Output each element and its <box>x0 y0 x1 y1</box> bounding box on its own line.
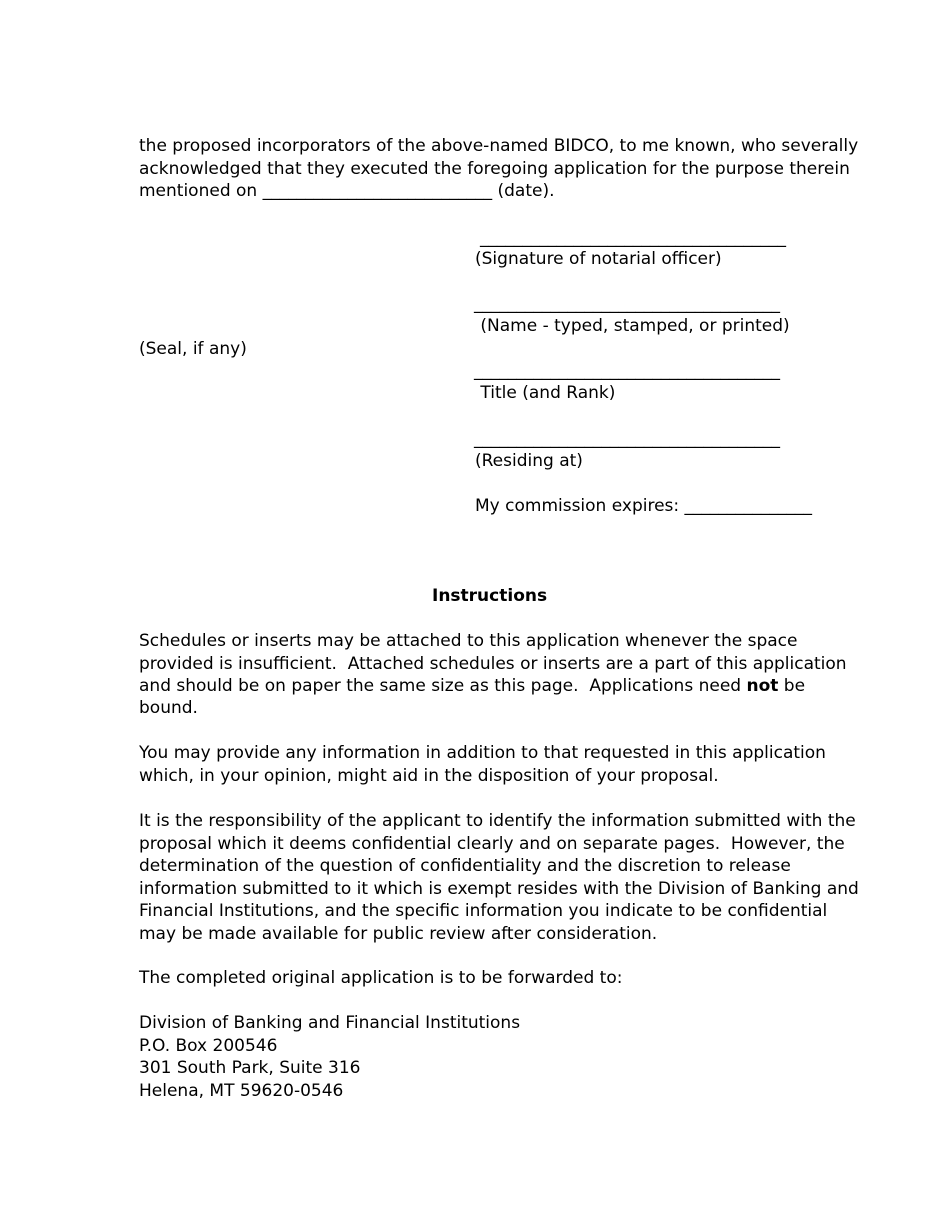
seal-label: (Seal, if any) <box>139 339 247 359</box>
instructions-p1-line-4: bound. <box>139 698 198 718</box>
p1-emphasis-not: not <box>746 676 779 696</box>
title-label: Title (and Rank) <box>475 383 616 403</box>
address-line-3: 301 South Park, Suite 316 <box>139 1058 361 1078</box>
instructions-p3-line-5: Financial Institutions, and the specific information you indicate to be confidential <box>139 901 828 921</box>
instructions-p3-line-1: It is the responsibility of the applicant to identify the information submitted with the <box>139 811 856 831</box>
instructions-p3-line-6: may be made available for public review after consideration. <box>139 923 658 944</box>
residing-label: (Residing at) <box>475 451 583 471</box>
address-line-4: Helena, MT 59620-0546 <box>139 1080 344 1101</box>
forward-note: The completed original application is to be forwarded to: <box>139 968 623 988</box>
instructions-p3-line-4: information submitted to it which is exempt resides with the Division of Banking and <box>139 878 859 899</box>
address-line-1: Division of Banking and Financial Institutions <box>139 1013 521 1033</box>
instructions-p1-line-2: provided is insufficient. Attached schedules or inserts are a part of this application <box>139 653 847 674</box>
intro-line-2: acknowledged that they executed the foregoing application for the purpose therein <box>139 158 850 179</box>
instructions-p2-line-1: You may provide any information in addition to that requested in this application <box>139 743 826 763</box>
name-label: (Name - typed, stamped, or printed) <box>475 316 790 336</box>
instructions-p3-line-2: proposal which it deems confidential clearly and on separate pages. However, the <box>139 833 845 854</box>
instructions-heading: Instructions <box>432 586 548 606</box>
name-line: ____________________________________ <box>474 294 780 314</box>
title-line: ____________________________________ <box>474 361 780 381</box>
signature-label: (Signature of notarial officer) <box>475 249 722 269</box>
signature-line: ____________________________________ <box>480 228 786 248</box>
instructions-p3-line-3: determination of the question of confidentiality and the discretion to release <box>139 856 791 876</box>
residing-line: ____________________________________ <box>474 429 780 449</box>
commission-expires: My commission expires: _______________ <box>475 496 813 516</box>
address-line-2: P.O. Box 200546 <box>139 1035 278 1056</box>
p1-line-3-text-before: and should be on paper the same size as this page. Applications need <box>139 676 747 696</box>
instructions-p1-line-1: Schedules or inserts may be attached to this application whenever the space <box>139 631 798 651</box>
intro-line-3-date-field: mentioned on ___________________________ (date). <box>139 181 555 201</box>
intro-line-1: the proposed incorporators of the above-named BIDCO, to me known, who severally <box>139 136 859 156</box>
instructions-p2-line-2: which, in your opinion, might aid in the disposition of your proposal. <box>139 765 719 786</box>
p1-line-3-text-after: be <box>778 676 806 696</box>
instructions-p1-line-3 <box>139 675 805 698</box>
